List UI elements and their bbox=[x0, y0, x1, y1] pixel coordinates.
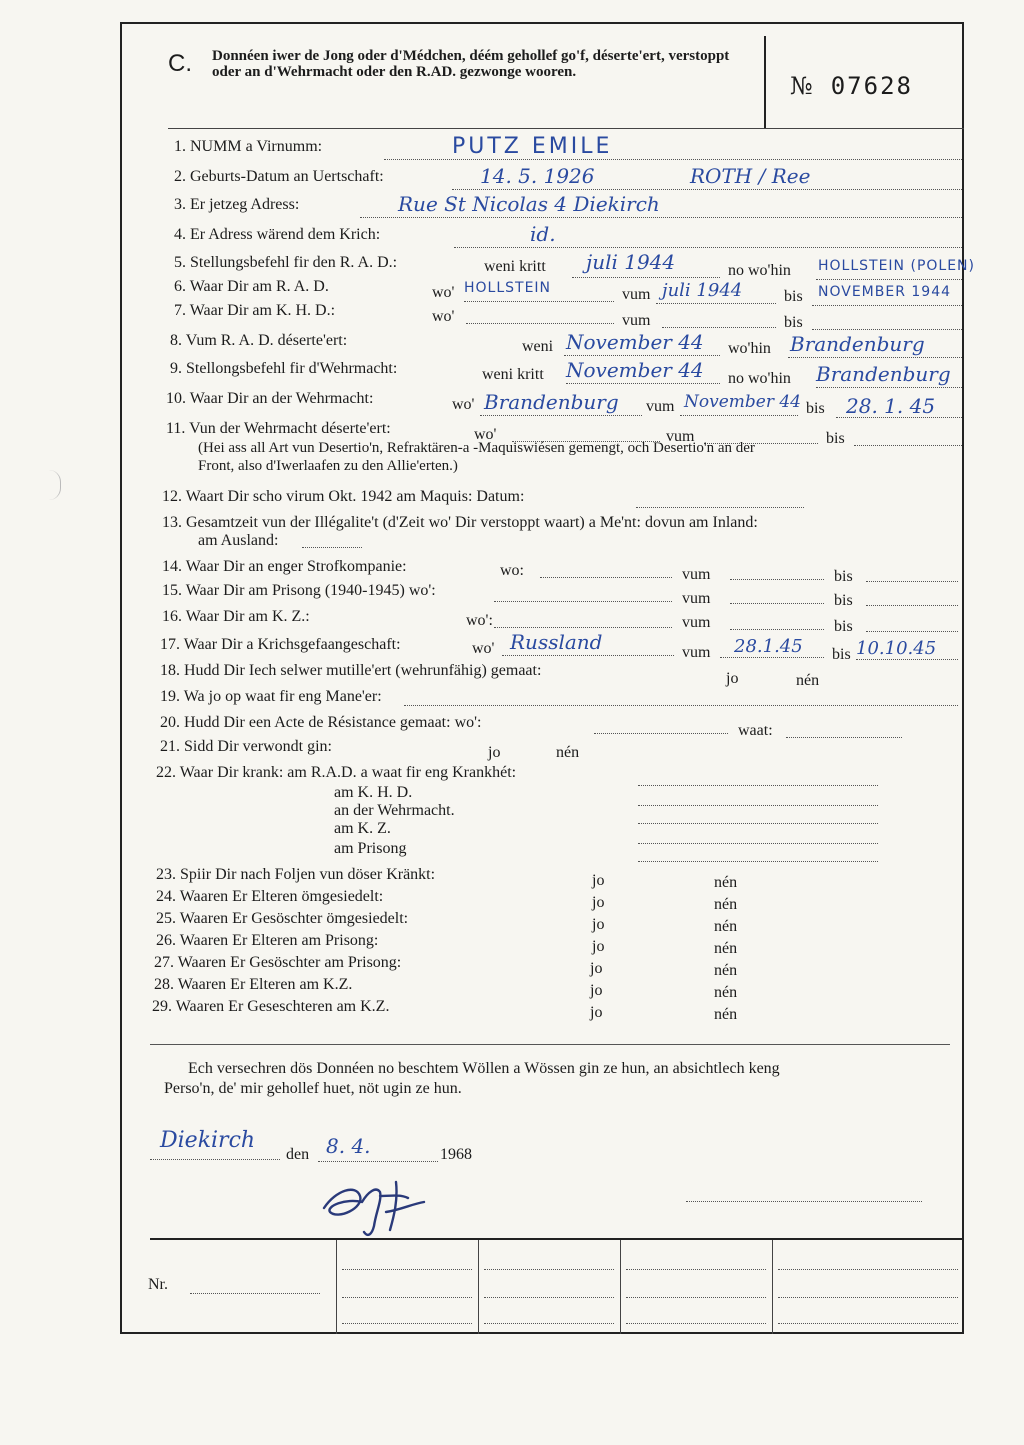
option-jo: jo bbox=[590, 1004, 603, 1021]
date-line bbox=[318, 1160, 438, 1162]
field-15-line-b bbox=[730, 602, 824, 604]
field-number: 25. bbox=[156, 910, 176, 927]
field-number: 7. bbox=[174, 302, 186, 319]
field-15-line-c bbox=[866, 604, 958, 606]
field-6-value2: juli 1944 bbox=[662, 280, 743, 301]
field-6-value: HOLLSTEIN bbox=[464, 280, 552, 296]
field-8-value: November 44 bbox=[566, 330, 704, 354]
footer-line-d2 bbox=[778, 1296, 958, 1298]
label-weni: weni bbox=[522, 338, 554, 355]
field-14-line-a bbox=[540, 576, 672, 578]
footer-line-c1 bbox=[626, 1268, 766, 1270]
label-wo: wo': bbox=[466, 612, 493, 629]
option-jo: jo bbox=[488, 744, 501, 761]
field-number: 22. bbox=[156, 764, 176, 781]
field-17 bbox=[160, 636, 401, 654]
field-label: Hudd Dir Iech selwer mutille'ert (wehrunfähig) gemaat: bbox=[184, 662, 542, 679]
field-10 bbox=[166, 390, 373, 408]
field-14 bbox=[162, 558, 407, 576]
option-nen: nén bbox=[714, 896, 738, 913]
label-bis: bis bbox=[784, 288, 803, 305]
label-wohin: wo'hin bbox=[728, 340, 771, 357]
field-11-note2: Front, also d'Iwerlaafen zu den Allie'erten.) bbox=[198, 458, 458, 474]
field-number: 28. bbox=[154, 976, 174, 993]
section-letter: C. bbox=[168, 50, 192, 77]
field-23 bbox=[156, 866, 435, 884]
option-nen: nén bbox=[714, 918, 738, 935]
option-nen: nén bbox=[556, 744, 580, 761]
header-rule bbox=[168, 128, 964, 129]
field-7-line-b bbox=[662, 326, 776, 328]
field-16-line-a bbox=[494, 626, 672, 628]
field-10-value: Brandenburg bbox=[484, 390, 619, 414]
declaration-line-2: Perso'n, de' mir gehollef huet, nöt ugin ze hun. bbox=[164, 1080, 462, 1097]
footer-line-c3 bbox=[626, 1322, 766, 1324]
label-vum: vum bbox=[646, 398, 675, 415]
field-label: Gesamtzeit vun der Illégalite't (d'Zeit wo' Dir verstoppt waart) a Me'nt: dovun am Inland: bbox=[186, 514, 758, 531]
field-number: 18. bbox=[160, 662, 180, 679]
field-number: 29. bbox=[152, 998, 172, 1015]
field-17-line-a bbox=[502, 654, 674, 656]
label-wo: wo' bbox=[474, 426, 497, 443]
form-header: Donnéen iwer de Jong oder d'Médchen, déém gehollef go'f, déserte'ert, verstoppt oder an d'Wehrmacht oder den R.AD. gezwonge wooren. bbox=[212, 48, 730, 80]
field-2-place: ROTH / Ree bbox=[690, 164, 811, 188]
field-19-line bbox=[404, 704, 958, 706]
label-no-wohin: no wo'hin bbox=[728, 262, 791, 279]
field-14-line-c bbox=[866, 580, 958, 582]
signoff-year: 1968 bbox=[440, 1146, 472, 1163]
field-number: 10. bbox=[166, 390, 186, 407]
field-20-line-b bbox=[786, 736, 902, 738]
field-22-sub-kz: am K. Z. bbox=[334, 820, 391, 837]
field-22-line-1 bbox=[638, 804, 878, 806]
field-label: Waaren Er Elteren ömgesiedelt: bbox=[179, 888, 384, 905]
field-18 bbox=[160, 662, 541, 680]
label-wo: wo' bbox=[432, 308, 455, 325]
footer-divider-2 bbox=[478, 1240, 479, 1334]
field-5-line-a bbox=[572, 276, 720, 278]
field-1 bbox=[174, 138, 322, 156]
field-22-sub-prisong: am Prisong bbox=[334, 840, 407, 857]
field-22-line-3 bbox=[638, 842, 878, 844]
field-label: Wa jo op waat fir eng Mane'er: bbox=[183, 688, 382, 705]
field-22-line-4 bbox=[638, 860, 878, 862]
field-label: Vun der Wehrmacht déserte'ert: bbox=[189, 420, 391, 437]
field-16 bbox=[162, 608, 310, 626]
label-waat: waat: bbox=[738, 722, 773, 739]
footer-divider-3 bbox=[620, 1240, 621, 1334]
field-29 bbox=[152, 998, 389, 1016]
footer-line-a2 bbox=[342, 1296, 472, 1298]
footer-divider-1 bbox=[336, 1240, 337, 1334]
field-label: Waar Dir am K. Z.: bbox=[185, 608, 310, 625]
footer-nr-line bbox=[190, 1292, 320, 1294]
field-25 bbox=[156, 910, 408, 928]
form-number bbox=[790, 72, 913, 100]
declaration-line-1: Ech versechren dös Donnéen no beschtem Wöllen a Wössen gin ze hun, an absichtlech keng bbox=[188, 1060, 780, 1077]
label-bis: bis bbox=[832, 646, 851, 663]
field-6-value3: NOVEMBER 1944 bbox=[818, 284, 952, 300]
field-13-line bbox=[302, 546, 362, 548]
field-number: 14. bbox=[162, 558, 182, 575]
field-14-line-b bbox=[730, 578, 824, 580]
field-7-line-c bbox=[812, 328, 962, 330]
label-wo: wo: bbox=[500, 562, 524, 579]
field-20 bbox=[160, 714, 481, 732]
label-vum: vum bbox=[682, 590, 711, 607]
option-nen: nén bbox=[714, 984, 738, 1001]
label-vum: vum bbox=[682, 644, 711, 661]
field-number: 11. bbox=[166, 420, 186, 437]
field-label: Stellongsbefehl fir d'Wehrmacht: bbox=[186, 360, 398, 377]
label-weni-kritt: weni kritt bbox=[482, 366, 544, 383]
field-label: Waar Dir krank: am R.A.D. a waat fir eng Krankhét: bbox=[179, 764, 517, 781]
field-12-line bbox=[636, 506, 804, 508]
option-jo: jo bbox=[590, 982, 603, 999]
field-20-line-a bbox=[594, 732, 728, 734]
footer-line-b1 bbox=[484, 1268, 614, 1270]
field-15 bbox=[162, 582, 436, 600]
label-wo: wo': bbox=[408, 582, 436, 599]
field-6 bbox=[174, 278, 329, 296]
field-12 bbox=[162, 488, 524, 506]
option-jo: jo bbox=[592, 872, 605, 889]
field-11-line-c bbox=[854, 444, 962, 446]
signature-line-right bbox=[686, 1200, 922, 1202]
signature-image bbox=[316, 1172, 436, 1242]
field-22 bbox=[156, 764, 516, 782]
option-nen: nén bbox=[714, 1006, 738, 1023]
field-label: Sidd Dir verwondt gin: bbox=[184, 738, 332, 755]
field-4-line bbox=[454, 246, 962, 248]
field-6-line-a bbox=[464, 300, 614, 302]
label-bis: bis bbox=[834, 568, 853, 585]
footer-line-a1 bbox=[342, 1268, 472, 1270]
option-nen: nén bbox=[714, 962, 738, 979]
field-label: Waar Dir a Krichsgefaangeschaft: bbox=[183, 636, 401, 653]
punch-mark bbox=[44, 470, 61, 500]
field-number: 13. bbox=[162, 514, 182, 531]
field-number: 2. bbox=[174, 168, 186, 185]
field-label: Waaren Er Elteren am Prisong: bbox=[179, 932, 379, 949]
field-number: 6. bbox=[174, 278, 186, 295]
field-4-value: id. bbox=[530, 222, 556, 246]
field-label: Waar Dir an enger Strofkompanie: bbox=[185, 558, 407, 575]
field-8 bbox=[170, 332, 347, 350]
field-3 bbox=[174, 196, 299, 214]
place-line bbox=[150, 1158, 280, 1160]
field-9-value2: Brandenburg bbox=[816, 362, 951, 386]
field-label: Er Adress wärend dem Krich: bbox=[190, 226, 381, 243]
field-8-value2: Brandenburg bbox=[790, 332, 925, 356]
label-bis: bis bbox=[826, 430, 845, 447]
footer-line-d1 bbox=[778, 1268, 958, 1270]
field-17-value3: 10.10.45 bbox=[856, 638, 937, 659]
field-10-line-b bbox=[680, 414, 798, 416]
field-number: 26. bbox=[156, 932, 176, 949]
footer-line-b3 bbox=[484, 1322, 614, 1324]
field-number: 27. bbox=[154, 954, 174, 971]
label-bis: bis bbox=[834, 618, 853, 635]
field-label: Waar Dir am K. H. D.: bbox=[189, 302, 336, 319]
field-2 bbox=[174, 168, 384, 186]
field-label: Geburts-Datum an Uertschaft: bbox=[190, 168, 384, 185]
field-7-line-a bbox=[466, 322, 614, 324]
field-17-value: Russland bbox=[510, 630, 603, 654]
option-jo: jo bbox=[726, 670, 739, 687]
label-bis: bis bbox=[806, 400, 825, 417]
footer-line-a3 bbox=[342, 1322, 472, 1324]
field-2-line bbox=[452, 188, 962, 190]
label-wo: wo' bbox=[472, 640, 495, 657]
field-27 bbox=[154, 954, 401, 972]
option-nen: nén bbox=[714, 940, 738, 957]
field-3-line bbox=[360, 216, 962, 218]
label-no-wohin: no wo'hin bbox=[728, 370, 791, 387]
field-8-line-a bbox=[564, 354, 720, 356]
field-22-sub-wehrmacht: an der Wehrmacht. bbox=[334, 802, 455, 819]
field-label: Er jetzeg Adress: bbox=[190, 196, 300, 213]
field-label: Waar Dir am R. A. D. bbox=[189, 278, 329, 295]
field-label: Stellungsbefehl fir den R. A. D.: bbox=[190, 254, 398, 271]
label-vum: vum bbox=[682, 566, 711, 583]
field-number: 20. bbox=[160, 714, 180, 731]
option-jo: jo bbox=[592, 916, 605, 933]
label-bis: bis bbox=[834, 592, 853, 609]
label-vum: vum bbox=[622, 286, 651, 303]
field-label: Waaren Er Elteren am K.Z. bbox=[177, 976, 353, 993]
field-label: Waar Dir am Prisong (1940-1945) bbox=[185, 582, 405, 599]
label-vum: vum bbox=[622, 312, 651, 329]
field-3-value: Rue St Nicolas 4 Diekirch bbox=[398, 192, 660, 216]
field-2-date: 14. 5. 1926 bbox=[480, 164, 595, 188]
label-vum: vum bbox=[666, 428, 695, 445]
field-9-value: November 44 bbox=[566, 358, 704, 382]
footer-box-top bbox=[150, 1238, 964, 1240]
field-10-value2: November 44 bbox=[684, 392, 801, 412]
field-number: 4. bbox=[174, 226, 186, 243]
field-6-line-c bbox=[812, 304, 962, 306]
footer-line-d3 bbox=[778, 1322, 958, 1324]
field-label: Waaren Er Gesöschter am Prisong: bbox=[177, 954, 402, 971]
field-1-value: PUTZ EMILE bbox=[452, 134, 613, 159]
footer-nr-label: Nr. bbox=[148, 1276, 168, 1293]
field-16-line-c bbox=[866, 630, 958, 632]
field-13-abroad: am Ausland: bbox=[198, 532, 279, 549]
label-wo: wo': bbox=[454, 714, 482, 731]
field-13 bbox=[162, 514, 758, 532]
number-value: 07628 bbox=[830, 72, 913, 100]
field-9-line-b bbox=[816, 386, 962, 388]
footer-divider-4 bbox=[772, 1240, 773, 1334]
option-nen: nén bbox=[714, 874, 738, 891]
field-number: 3. bbox=[174, 196, 186, 213]
field-label: Spiir Dir nach Foljen vun döser Kränkt: bbox=[180, 866, 436, 883]
signoff-date: 8. 4. bbox=[326, 1134, 371, 1158]
field-number: 24. bbox=[156, 888, 176, 905]
field-11 bbox=[166, 420, 391, 438]
field-7 bbox=[174, 302, 335, 320]
declaration-rule bbox=[150, 1044, 950, 1045]
field-22-line-0 bbox=[638, 784, 878, 786]
field-label: NUMM a Virnumm: bbox=[190, 138, 323, 155]
field-11-note: (Hei ass all Art vun Desertio'n, Refraktären-a -Maquiswiésen gemengt, och Desertio'n an der bbox=[198, 440, 755, 456]
field-label: Vum R. A. D. déserte'ert: bbox=[185, 332, 348, 349]
field-6-line-b bbox=[656, 302, 776, 304]
field-19 bbox=[160, 688, 382, 706]
field-label: Waaren Er Geseschteren am K.Z. bbox=[175, 998, 390, 1015]
field-number: 9. bbox=[170, 360, 182, 377]
field-5-line-b bbox=[816, 278, 962, 280]
label-wo: wo' bbox=[452, 396, 475, 413]
number-symbol: № bbox=[790, 72, 813, 100]
field-number: 16. bbox=[162, 608, 182, 625]
field-number: 21. bbox=[160, 738, 180, 755]
field-9-line-a bbox=[566, 382, 720, 384]
field-label: Waar Dir an der Wehrmacht: bbox=[189, 390, 374, 407]
label-weni-kritt: weni kritt bbox=[484, 258, 546, 275]
footer-line-b2 bbox=[484, 1296, 614, 1298]
field-8-line-b bbox=[788, 356, 962, 358]
field-17-value2: 28.1.45 bbox=[734, 636, 803, 657]
header-divider bbox=[764, 36, 766, 128]
field-22-line-2 bbox=[638, 822, 878, 824]
label-den: den bbox=[286, 1146, 310, 1163]
field-26 bbox=[156, 932, 378, 950]
field-16-line-b bbox=[730, 628, 824, 630]
field-5-value: juli 1944 bbox=[586, 250, 676, 274]
field-22-sub-khd: am K. H. D. bbox=[334, 784, 413, 801]
field-number: 5. bbox=[174, 254, 186, 271]
field-number: 12. bbox=[162, 488, 182, 505]
field-number: 8. bbox=[170, 332, 182, 349]
field-28 bbox=[154, 976, 352, 994]
field-label: Waaren Er Gesöschter ömgesiedelt: bbox=[179, 910, 409, 927]
label-bis: bis bbox=[784, 314, 803, 331]
option-jo: jo bbox=[592, 938, 605, 955]
field-label: Hudd Dir een Acte de Résistance gemaat: bbox=[184, 714, 451, 731]
field-4 bbox=[174, 226, 380, 244]
field-number: 23. bbox=[156, 866, 176, 883]
field-9 bbox=[170, 360, 397, 378]
field-number: 19. bbox=[160, 688, 180, 705]
field-number: 15. bbox=[162, 582, 182, 599]
footer-line-c2 bbox=[626, 1296, 766, 1298]
field-number: 1. bbox=[174, 138, 186, 155]
label-datum: Datum: bbox=[476, 488, 525, 505]
option-nen: nén bbox=[796, 672, 820, 689]
field-10-line-a bbox=[480, 414, 642, 416]
field-number: 17. bbox=[160, 636, 180, 653]
label-vum: vum bbox=[682, 614, 711, 631]
signoff-place: Diekirch bbox=[160, 1128, 256, 1153]
field-5 bbox=[174, 254, 397, 272]
field-24 bbox=[156, 888, 383, 906]
option-jo: jo bbox=[592, 894, 605, 911]
label-wo: wo' bbox=[432, 284, 455, 301]
field-21 bbox=[160, 738, 332, 756]
field-5-value2: HOLLSTEIN (POLEN) bbox=[818, 258, 975, 274]
field-label: Waart Dir scho virum Okt. 1942 am Maquis: bbox=[185, 488, 473, 505]
option-jo: jo bbox=[590, 960, 603, 977]
field-10-value3: 28. 1. 45 bbox=[846, 394, 936, 418]
field-15-line-a bbox=[494, 600, 672, 602]
